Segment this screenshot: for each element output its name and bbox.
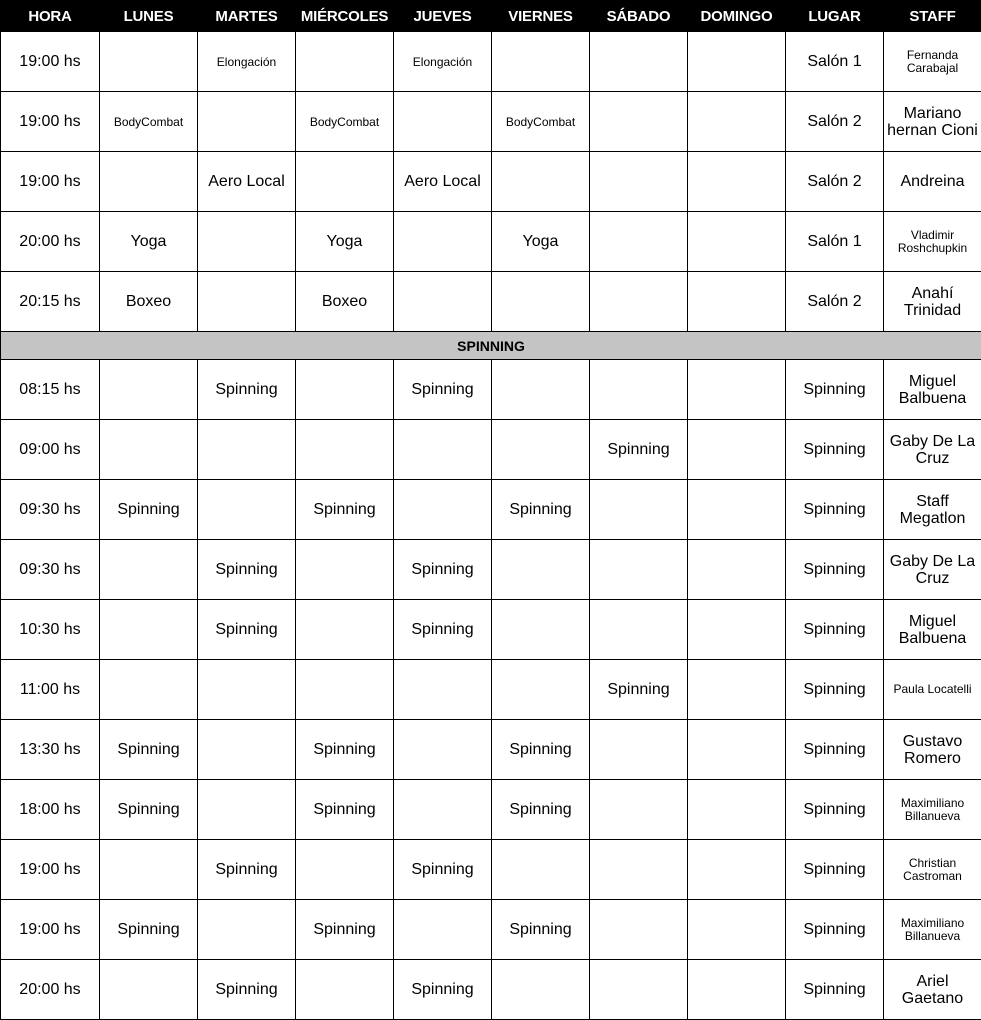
day-cell (590, 540, 688, 600)
lugar-cell: Spinning (786, 840, 884, 900)
table-row (1, 960, 981, 1020)
staff-cell: Mariano hernan Cioni (884, 92, 981, 152)
day-cell: Yoga (492, 212, 590, 272)
hora-cell: 20:00 hs (1, 960, 100, 1020)
day-cell (492, 660, 590, 720)
day-cell (688, 960, 786, 1020)
staff-cell: Gaby De La Cruz (884, 420, 981, 480)
table-row (1, 212, 981, 272)
day-cell (688, 272, 786, 332)
day-cell: Spinning (198, 360, 296, 420)
lugar-cell: Salón 1 (786, 32, 884, 92)
day-cell: BodyCombat (100, 92, 198, 152)
day-cell: Spinning (198, 600, 296, 660)
table-row (1, 480, 981, 540)
day-cell: Spinning (492, 480, 590, 540)
day-cell (100, 540, 198, 600)
day-cell: Spinning (198, 840, 296, 900)
lugar-cell: Salón 1 (786, 212, 884, 272)
day-cell (100, 360, 198, 420)
day-cell (394, 480, 492, 540)
day-cell (492, 960, 590, 1020)
table-row (1, 660, 981, 720)
day-cell (590, 152, 688, 212)
day-cell: Boxeo (296, 272, 394, 332)
day-cell (590, 92, 688, 152)
day-cell (296, 660, 394, 720)
day-cell (296, 600, 394, 660)
day-cell (590, 212, 688, 272)
day-cell: BodyCombat (296, 92, 394, 152)
day-cell (590, 600, 688, 660)
staff-cell: Ariel Gaetano (884, 960, 981, 1020)
table-row (1, 780, 981, 840)
staff-cell: Maximiliano Billanueva (884, 900, 981, 960)
day-cell: Elongación (198, 32, 296, 92)
section-title: SPINNING (1, 332, 981, 360)
lugar-cell: Spinning (786, 600, 884, 660)
day-cell: Aero Local (198, 152, 296, 212)
day-cell (394, 272, 492, 332)
lugar-cell: Spinning (786, 720, 884, 780)
hora-cell: 20:00 hs (1, 212, 100, 272)
hora-cell: 20:15 hs (1, 272, 100, 332)
hora-cell: 08:15 hs (1, 360, 100, 420)
day-cell: Elongación (394, 32, 492, 92)
day-cell (198, 660, 296, 720)
day-cell: Boxeo (100, 272, 198, 332)
day-cell (590, 780, 688, 840)
header-martes: MARTES (198, 1, 296, 32)
day-cell (198, 92, 296, 152)
day-cell (492, 840, 590, 900)
day-cell (100, 960, 198, 1020)
section-row (1, 332, 981, 360)
day-cell (100, 152, 198, 212)
day-cell (296, 540, 394, 600)
hora-cell: 11:00 hs (1, 660, 100, 720)
day-cell (492, 540, 590, 600)
staff-cell: Paula Locatelli (884, 660, 981, 720)
day-cell: Spinning (492, 720, 590, 780)
day-cell (198, 480, 296, 540)
day-cell (492, 420, 590, 480)
table-row (1, 840, 981, 900)
day-cell (296, 960, 394, 1020)
day-cell (394, 660, 492, 720)
header-lugar: LUGAR (786, 1, 884, 32)
day-cell: Yoga (296, 212, 394, 272)
staff-cell: Maximiliano Billanueva (884, 780, 981, 840)
day-cell: Aero Local (394, 152, 492, 212)
staff-cell: Staff Megatlon (884, 480, 981, 540)
hora-cell: 19:00 hs (1, 900, 100, 960)
table-row (1, 152, 981, 212)
day-cell (100, 840, 198, 900)
table-row (1, 272, 981, 332)
day-cell: Spinning (100, 480, 198, 540)
header-lunes: LUNES (100, 1, 198, 32)
day-cell: Spinning (198, 960, 296, 1020)
day-cell (590, 480, 688, 540)
day-cell (492, 272, 590, 332)
day-cell (688, 212, 786, 272)
day-cell (688, 152, 786, 212)
day-cell (688, 720, 786, 780)
staff-cell: Andreina (884, 152, 981, 212)
day-cell (394, 900, 492, 960)
lugar-cell: Spinning (786, 360, 884, 420)
day-cell: Spinning (394, 840, 492, 900)
day-cell (590, 720, 688, 780)
day-cell (296, 32, 394, 92)
day-cell (688, 32, 786, 92)
day-cell (590, 900, 688, 960)
day-cell: Spinning (296, 900, 394, 960)
day-cell (198, 272, 296, 332)
day-cell (492, 600, 590, 660)
day-cell: Spinning (492, 900, 590, 960)
day-cell: Spinning (394, 600, 492, 660)
day-cell (688, 660, 786, 720)
day-cell: Spinning (198, 540, 296, 600)
day-cell: Spinning (394, 960, 492, 1020)
day-cell: Spinning (590, 420, 688, 480)
hora-cell: 09:00 hs (1, 420, 100, 480)
day-cell (590, 32, 688, 92)
lugar-cell: Spinning (786, 780, 884, 840)
hora-cell: 18:00 hs (1, 780, 100, 840)
hora-cell: 19:00 hs (1, 840, 100, 900)
staff-cell: Miguel Balbuena (884, 600, 981, 660)
lugar-cell: Spinning (786, 420, 884, 480)
day-cell (296, 152, 394, 212)
day-cell: Spinning (492, 780, 590, 840)
day-cell: Spinning (394, 540, 492, 600)
header-sabado: SÁBADO (590, 1, 688, 32)
header-viernes: VIERNES (492, 1, 590, 32)
table-row (1, 720, 981, 780)
staff-cell: Anahí Trinidad (884, 272, 981, 332)
day-cell (492, 32, 590, 92)
day-cell (394, 420, 492, 480)
day-cell: Spinning (100, 900, 198, 960)
day-cell (198, 212, 296, 272)
day-cell (688, 480, 786, 540)
day-cell (688, 600, 786, 660)
day-cell (394, 780, 492, 840)
table-row (1, 540, 981, 600)
lugar-cell: Salón 2 (786, 152, 884, 212)
day-cell: Spinning (100, 780, 198, 840)
day-cell: Spinning (394, 360, 492, 420)
day-cell (394, 720, 492, 780)
day-cell (296, 840, 394, 900)
day-cell (100, 420, 198, 480)
day-cell (590, 840, 688, 900)
header-hora: HORA (1, 1, 100, 32)
staff-cell: Vladimir Roshchupkin (884, 212, 981, 272)
day-cell (688, 420, 786, 480)
day-cell (296, 360, 394, 420)
day-cell (198, 780, 296, 840)
day-cell (492, 360, 590, 420)
schedule-body (1, 32, 981, 1020)
day-cell: Spinning (590, 660, 688, 720)
day-cell (198, 720, 296, 780)
hora-cell: 19:00 hs (1, 92, 100, 152)
day-cell (688, 900, 786, 960)
day-cell (394, 92, 492, 152)
hora-cell: 19:00 hs (1, 152, 100, 212)
day-cell (198, 900, 296, 960)
day-cell (100, 660, 198, 720)
table-row (1, 92, 981, 152)
hora-cell: 09:30 hs (1, 480, 100, 540)
header-staff: STAFF (884, 1, 981, 32)
day-cell (688, 92, 786, 152)
day-cell (100, 32, 198, 92)
hora-cell: 10:30 hs (1, 600, 100, 660)
table-row (1, 420, 981, 480)
lugar-cell: Spinning (786, 540, 884, 600)
hora-cell: 09:30 hs (1, 540, 100, 600)
day-cell: BodyCombat (492, 92, 590, 152)
lugar-cell: Spinning (786, 900, 884, 960)
day-cell (688, 540, 786, 600)
day-cell: Spinning (100, 720, 198, 780)
day-cell (688, 360, 786, 420)
lugar-cell: Salón 2 (786, 92, 884, 152)
day-cell: Spinning (296, 480, 394, 540)
staff-cell: Christian Castroman (884, 840, 981, 900)
day-cell (394, 212, 492, 272)
hora-cell: 19:00 hs (1, 32, 100, 92)
day-cell (590, 960, 688, 1020)
day-cell (296, 420, 394, 480)
day-cell (590, 272, 688, 332)
day-cell (100, 600, 198, 660)
day-cell (590, 360, 688, 420)
table-row (1, 900, 981, 960)
staff-cell: Gaby De La Cruz (884, 540, 981, 600)
day-cell (492, 152, 590, 212)
table-row (1, 360, 981, 420)
day-cell: Spinning (296, 780, 394, 840)
day-cell: Spinning (296, 720, 394, 780)
header-domingo: DOMINGO (688, 1, 786, 32)
day-cell (688, 840, 786, 900)
lugar-cell: Spinning (786, 660, 884, 720)
table-row (1, 32, 981, 92)
day-cell: Yoga (100, 212, 198, 272)
header-miercoles: MIÉRCOLES (296, 1, 394, 32)
lugar-cell: Salón 2 (786, 272, 884, 332)
staff-cell: Miguel Balbuena (884, 360, 981, 420)
day-cell (688, 780, 786, 840)
staff-cell: Gustavo Romero (884, 720, 981, 780)
header-row (1, 1, 981, 32)
hora-cell: 13:30 hs (1, 720, 100, 780)
staff-cell: Fernanda Carabajal (884, 32, 981, 92)
lugar-cell: Spinning (786, 480, 884, 540)
lugar-cell: Spinning (786, 960, 884, 1020)
day-cell (198, 420, 296, 480)
header-jueves: JUEVES (394, 1, 492, 32)
table-row (1, 600, 981, 660)
